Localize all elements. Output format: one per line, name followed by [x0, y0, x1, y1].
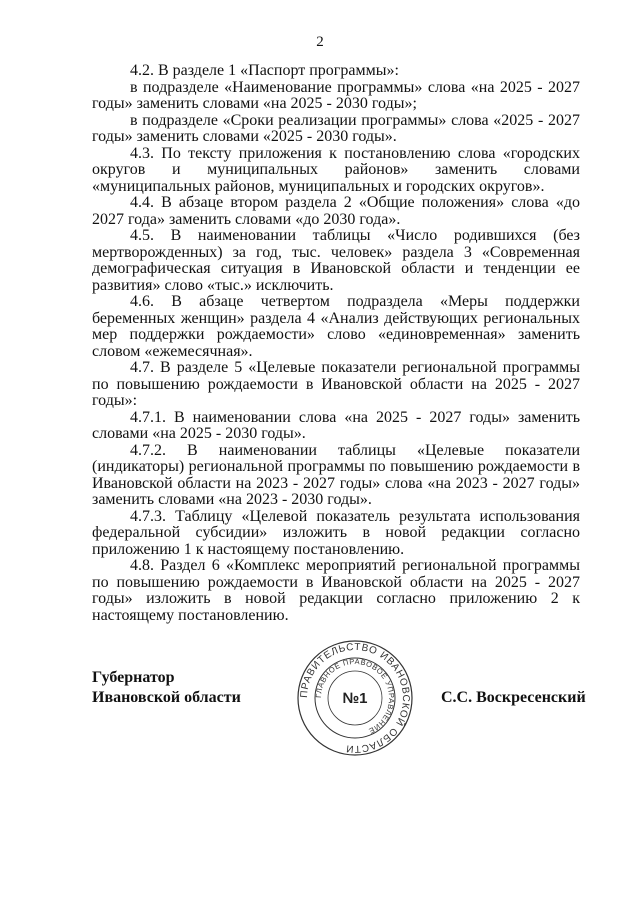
signatory-title-line: Губернатор	[92, 669, 175, 686]
document-body	[92, 63, 580, 624]
signatory-name: С.С. Воскресенский	[441, 689, 586, 706]
seal-number: №1	[342, 690, 368, 707]
signatory-title-line: Ивановской области	[92, 689, 241, 706]
paragraph: 4.7. В разделе 5 «Целевые показатели региональной программы по повышению рождаемости в Ивановской области на 2025 - 2027 годы»:	[92, 359, 580, 409]
seal-inner-text: ГЛАВНОЕ ПРАВОВОЕ УПРАВЛЕНИЕ	[313, 656, 397, 736]
paragraph: 4.7.3. Таблицу «Целевой показатель результата использования федеральной субсидии» изложить в новой редакции согласно приложению 1 к настоящему постановлению.	[92, 507, 580, 558]
paragraph: в подразделе «Сроки реализации программы» слова «2025 - 2027 годы» заменить словами «2025 - 2030 годы».	[92, 111, 580, 145]
signatory-title	[92, 668, 241, 708]
seal-outer-text: ПРАВИТЕЛЬСТВО ИВАНОВСКОЙ ОБЛАСТИ	[298, 641, 412, 755]
paragraph: 4.8. Раздел 6 «Комплекс мероприятий региональной программы по повышению рождаемости в Ивановской области на 2025 - 2027 годы» изложить в новой редакции согласно приложению 2 к настоящему постановлению.	[92, 557, 580, 624]
paragraph: 4.4. В абзаце втором раздела 2 «Общие положения» слова «до 2027 года» заменить словами «до 2030 года».	[92, 194, 580, 228]
paragraph: 4.7.1. В наименовании слова «на 2025 - 2027 годы» заменить словами «на 2025 - 2030 годы».	[92, 408, 580, 442]
paragraph: 4.5. В наименовании таблицы «Число родившихся (без мертворожденных) за год, тыс. человек» раздела 3 «Современная демографическая ситуация в Ивановской области и тенденции ее развития» слово «тыс.» исключить.	[92, 227, 580, 294]
paragraph: 4.2. В разделе 1 «Паспорт программы»:	[130, 62, 399, 79]
paragraph: 4.7.2. В наименовании таблицы «Целевые показатели (индикаторы) региональной программы по повышению рождаемости в Ивановской области на 2023 - 2027 годы» слова «на 2023 - 2027 годы» заменить словами «на 2023 - 2030 годы».	[92, 441, 580, 508]
paragraph: 4.3. По тексту приложения к постановлению слова «городских округов и муниципальных районов» заменить словами «муниципальных районов, муниципальных и городских округов».	[92, 144, 580, 195]
official-seal	[295, 638, 415, 758]
paragraph: 4.6. В абзаце четвертом подраздела «Меры поддержки беременных женщин» раздела 4 «Анализ действующих региональных мер поддержки рождаемости» слово «единовременная» заменить словом «ежемесячная».	[92, 293, 580, 360]
page-number: 2	[316, 34, 324, 50]
paragraph: в подразделе «Наименование программы» слова «на 2025 - 2027 годы» заменить словами «на 2025 - 2030 годы»;	[92, 78, 580, 112]
